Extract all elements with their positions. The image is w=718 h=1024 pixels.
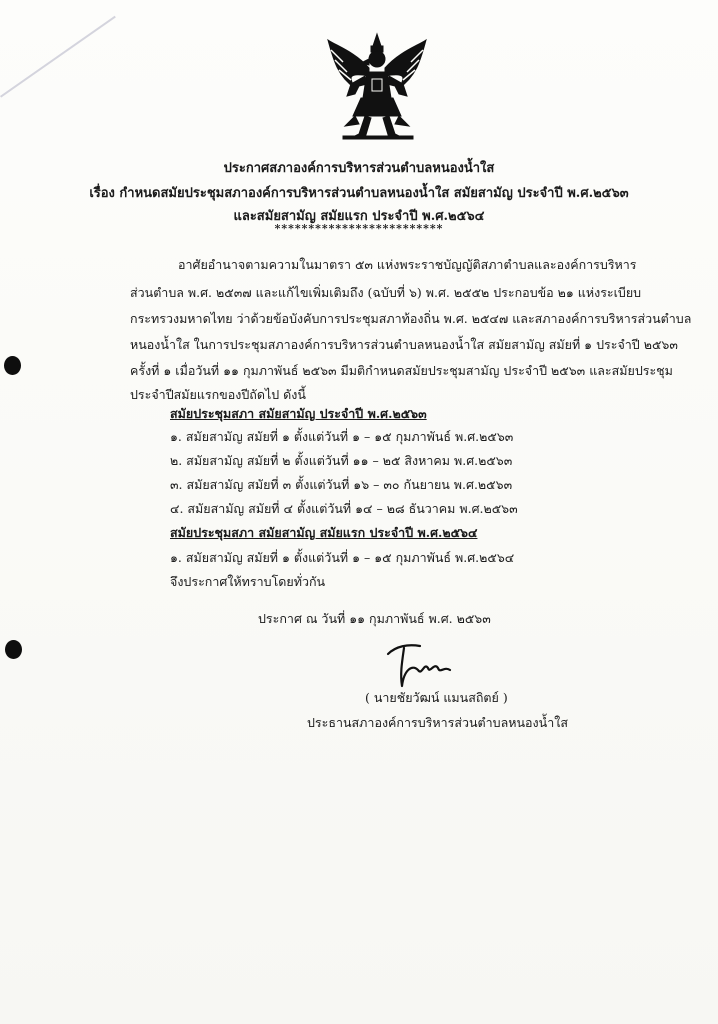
garuda-emblem-icon <box>325 32 430 142</box>
list-item: ๑. สมัยสามัญ สมัยที่ ๑ ตั้งแต่วันที่ ๑ – ๑๕ กุมภาพันธ์ พ.ศ.๒๕๖๔ <box>170 550 515 565</box>
handwritten-signature <box>378 640 458 692</box>
body-line: หนองน้ำใส ในการประชุมสภาองค์การบริหารส่วนตำบลหนองน้ำใส สมัยสามัญ สมัยที่ ๑ ประจำปี ๒๕๖๓ <box>130 337 678 352</box>
body-line: ส่วนตำบล พ.ศ. ๒๕๓๗ และแก้ไขเพิ่มเติมถึง (ฉบับที่ ๖) พ.ศ. ๒๕๕๒ ประกอบข้อ ๒๑ แห่งระเบียบ <box>130 285 642 300</box>
document-subject: เรื่อง กำหนดสมัยประชุมสภาองค์การบริหารส่วนตำบลหนองน้ำใส สมัยสามัญ ประจำปี พ.ศ.๒๕๖๓ <box>89 186 629 201</box>
signatory-title: ประธานสภาองค์การบริหารส่วนตำบลหนองน้ำใส <box>307 715 568 730</box>
body-line: ครั้งที่ ๑ เมื่อวันที่ ๑๑ กุมภาพันธ์ ๒๕๖๓ มีมติกำหนดสมัยประชุมสามัญ ประจำปี ๒๕๖๓ และสมัยประชุม <box>130 363 673 378</box>
section-heading-2564: สมัยประชุมสภา สมัยสามัญ สมัยแรก ประจำปี พ.ศ.๒๕๖๔ <box>170 525 478 540</box>
body-line: กระทรวงมหาดไทย ว่าด้วยข้อบังคับการประชุมสภาท้องถิ่น พ.ศ. ๒๕๔๗ และสภาองค์การบริหารส่วนตำบล <box>130 311 692 326</box>
body-line: อาศัยอำนาจตามความในมาตรา ๕๓ แห่งพระราชบัญญัติสภาตำบลและองค์การบริหาร <box>178 257 637 272</box>
section-heading-2563: สมัยประชุมสภา สมัยสามัญ ประจำปี พ.ศ.๒๕๖๓ <box>170 406 427 421</box>
list-item: ๓. สมัยสามัญ สมัยที่ ๓ ตั้งแต่วันที่ ๑๖ – ๓๐ กันยายน พ.ศ.๒๕๖๓ <box>170 477 513 492</box>
list-item: ๔. สมัยสามัญ สมัยที่ ๔ ตั้งแต่วันที่ ๑๔ – ๒๘ ธันวาคม พ.ศ.๒๕๖๓ <box>170 501 518 516</box>
punch-hole <box>5 640 22 659</box>
list-item: ๒. สมัยสามัญ สมัยที่ ๒ ตั้งแต่วันที่ ๑๑ – ๒๕ สิงหาคม พ.ศ.๒๕๖๓ <box>170 453 513 468</box>
fold-line <box>0 16 116 98</box>
closing-line: จึงประกาศให้ทราบโดยทั่วกัน <box>170 574 326 589</box>
document-title: ประกาศสภาองค์การบริหารส่วนตำบลหนองน้ำใส <box>223 161 495 176</box>
body-line: ประจำปีสมัยแรกของปีถัดไป ดังนี้ <box>130 387 306 402</box>
document-subject-cont: และสมัยสามัญ สมัยแรก ประจำปี พ.ศ.๒๕๖๔ <box>233 209 485 224</box>
signatory-name: ( นายชัยวัฒน์ แมนสถิตย์ ) <box>365 690 508 705</box>
list-item: ๑. สมัยสามัญ สมัยที่ ๑ ตั้งแต่วันที่ ๑ – ๑๕ กุมภาพันธ์ พ.ศ.๒๕๖๓ <box>170 429 514 444</box>
announcement-date: ประกาศ ณ วันที่ ๑๑ กุมภาพันธ์ พ.ศ. ๒๕๖๓ <box>258 611 491 626</box>
separator-stars: ************************* <box>274 222 444 235</box>
punch-hole <box>4 356 21 375</box>
